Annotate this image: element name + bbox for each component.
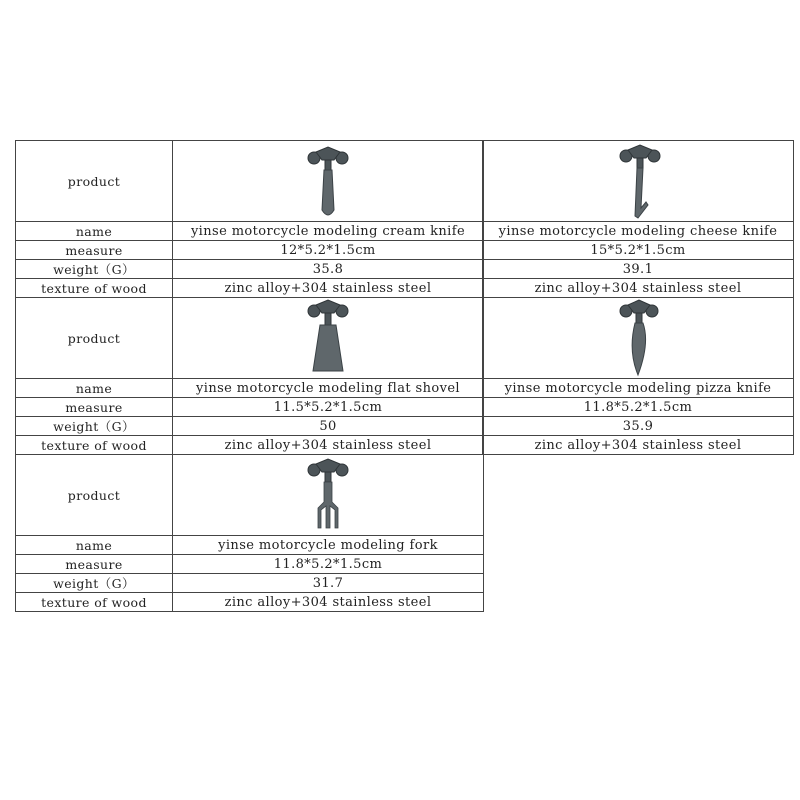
product-name: yinse motorcycle modeling pizza knife — [483, 379, 794, 398]
product-image-cell — [483, 141, 794, 222]
product-name: yinse motorcycle modeling fork — [173, 536, 484, 555]
product-texture: zinc alloy+304 stainless steel — [173, 436, 484, 455]
measure-label: measure — [16, 555, 173, 574]
product-weight: 39.1 — [483, 260, 794, 279]
product-weight: 35.9 — [483, 417, 794, 436]
product-name: yinse motorcycle modeling cream knife — [173, 222, 484, 241]
flat-shovel-icon — [298, 299, 358, 377]
product-weight: 31.7 — [173, 574, 484, 593]
weight-label: weight（G） — [16, 260, 173, 279]
product-measure: 12*5.2*1.5cm — [173, 241, 484, 260]
cheese-knife-icon — [608, 142, 668, 220]
product-image-cell — [173, 455, 484, 536]
product-name: yinse motorcycle modeling flat shovel — [173, 379, 484, 398]
product-label: product — [16, 298, 173, 379]
product-measure: 11.5*5.2*1.5cm — [173, 398, 484, 417]
product-texture: zinc alloy+304 stainless steel — [483, 279, 794, 298]
measure-label: measure — [16, 241, 173, 260]
texture-label: texture of wood — [16, 279, 173, 298]
product-name: yinse motorcycle modeling cheese knife — [483, 222, 794, 241]
measure-label: measure — [16, 398, 173, 417]
product-texture: zinc alloy+304 stainless steel — [173, 279, 484, 298]
weight-label: weight（G） — [16, 574, 173, 593]
name-label: name — [16, 379, 173, 398]
name-label: name — [16, 536, 173, 555]
product-texture: zinc alloy+304 stainless steel — [483, 436, 794, 455]
spec-table-1 — [15, 140, 484, 612]
cream-knife-icon — [298, 142, 358, 220]
weight-label: weight（G） — [16, 417, 173, 436]
product-weight: 50 — [173, 417, 484, 436]
product-image-cell — [173, 141, 484, 222]
product-label: product — [16, 141, 173, 222]
product-image-cell — [173, 298, 484, 379]
product-weight: 35.8 — [173, 260, 484, 279]
spec-table-2 — [482, 140, 794, 455]
pizza-knife-icon — [608, 299, 668, 377]
product-measure: 11.8*5.2*1.5cm — [483, 398, 794, 417]
product-texture: zinc alloy+304 stainless steel — [173, 593, 484, 612]
product-measure: 11.8*5.2*1.5cm — [173, 555, 484, 574]
fork-icon — [298, 456, 358, 534]
product-measure: 15*5.2*1.5cm — [483, 241, 794, 260]
texture-label: texture of wood — [16, 593, 173, 612]
texture-label: texture of wood — [16, 436, 173, 455]
product-image-cell — [483, 298, 794, 379]
name-label: name — [16, 222, 173, 241]
product-label: product — [16, 455, 173, 536]
